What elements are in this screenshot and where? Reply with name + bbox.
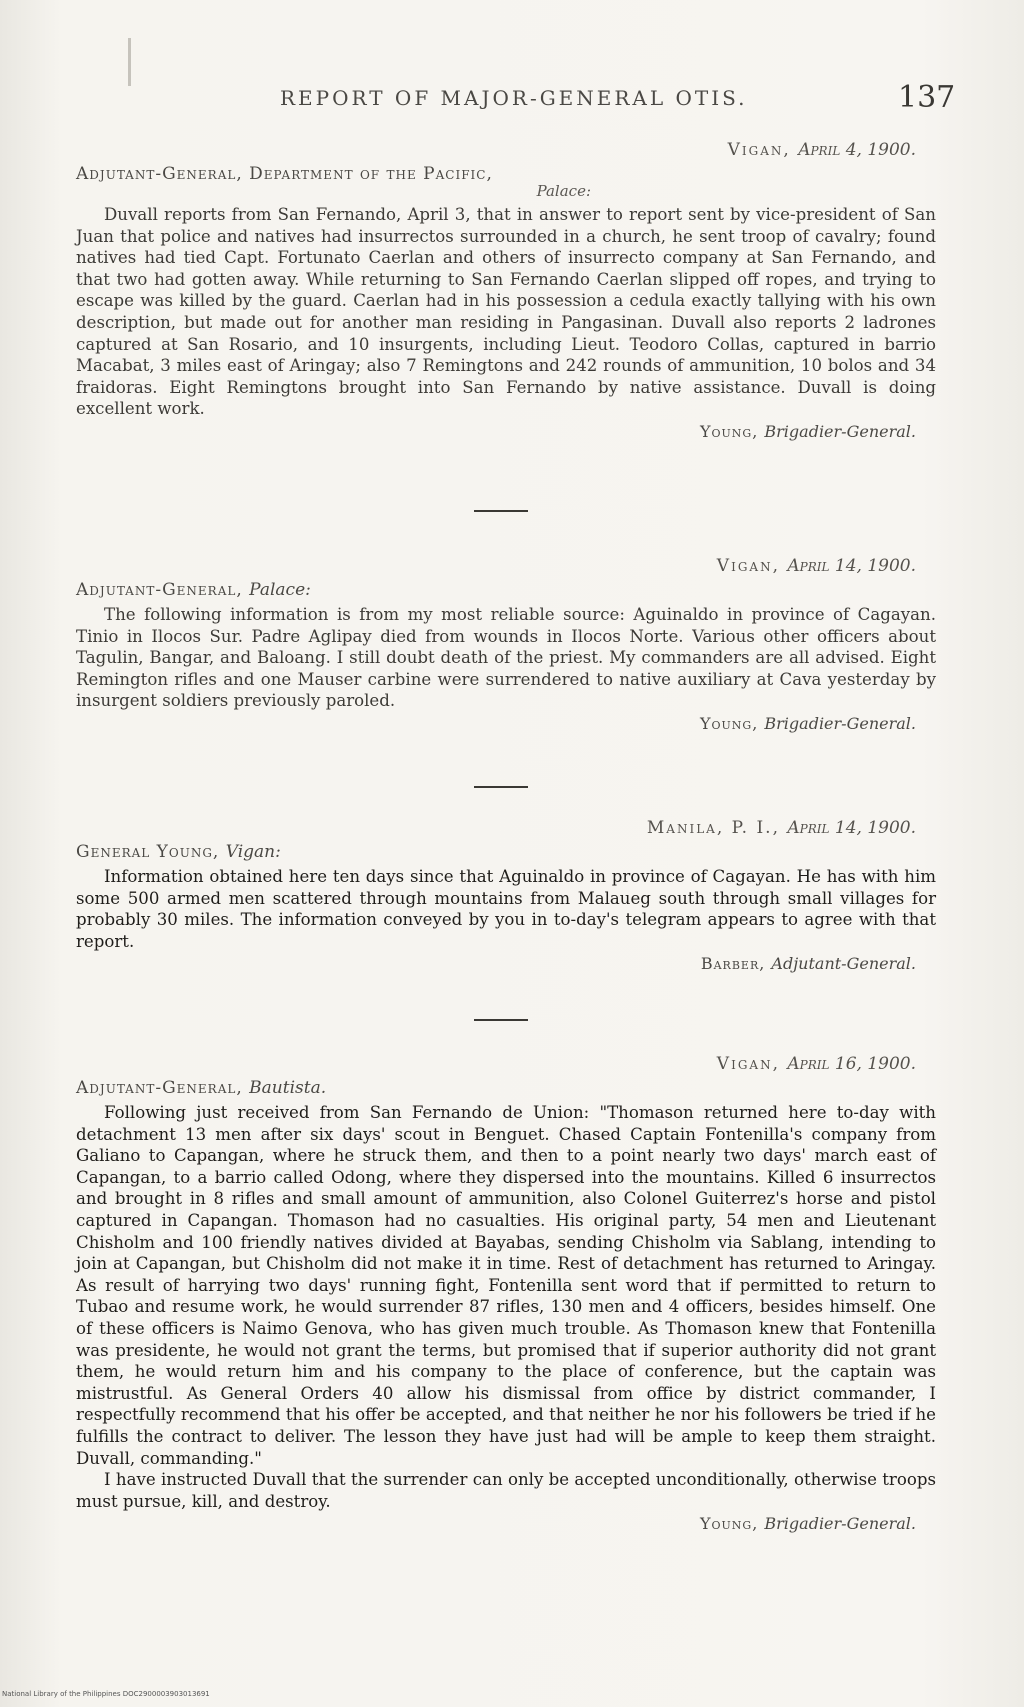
telegram-entry-4 xyxy=(76,1054,936,1533)
divider-rule xyxy=(474,510,528,512)
telegram-entry-1 xyxy=(76,140,936,441)
message-body: The following information is from my most reliable source: Aguinaldo in province of Cagayan. Tinio in Ilocos Sur. Padre Aglipay died from wounds in Ilocos Norte. Various other officers about Tagulin, Bangar, and Baloang. I still doubt death of the priest. My commanders are all advised. Eight Remington rifles and one Mauser carbine were surrendered to native auxiliary at Cava yesterday by insurgent soldiers previously paroled. xyxy=(76,605,936,711)
message-body: I have instructed Duvall that the surrender can only be accepted unconditionally, otherwise troops must pursue, kill, and destroy. xyxy=(76,1470,936,1511)
signature: Young, Brigadier-General. xyxy=(699,713,916,733)
telegram-entry-2 xyxy=(76,556,936,733)
addressee: General Young, Vigan: xyxy=(76,842,281,862)
dateline: Manila, P. I., April 14, 1900. xyxy=(646,818,916,838)
page-number: 137 xyxy=(898,80,956,115)
message-body: Duvall reports from San Fernando, April 3, that in answer to report sent by vice-president of San Juan that police and natives had insurrectos surrounded in a church, he sent troop of cavalry; found natives had tied Capt. Fortunato Caerlan and others of insurrecto company at San Fernando, and that two had gotten away. While returning to San Fernando Caerlan slipped off ropes, and trying to escape was killed by the guard. Caerlan had in his possession a cedula exactly tallying with his own description, but made out for another man residing in Pangasinan. Duvall also reports 2 ladrones captured at San Rosario, and 10 insurgents, including Lieut. Teodoro Collas, captured in barrio Macabat, 3 miles east of Aringay; also 7 Remingtons and 242 rounds of ammunition, 10 bolos and 34 fraidoras. Eight Remingtons brought into San Fernando by native assistance. Duvall is doing excellent work. xyxy=(76,205,936,419)
telegram-entry-3 xyxy=(76,818,936,973)
dateline: Vigan, April 14, 1900. xyxy=(716,556,916,576)
addressee: Adjutant-General, Bautista. xyxy=(76,1078,327,1098)
message-body: Following just received from San Fernando de Union: "Thomason returned here to-day with detachment 13 men after six days' scout in Benguet. Chased Captain Fontenilla's company from Galiano to Capangan, where he struck them, and then to a point nearly two days' march east of Capangan, to a barrio called Odong, where they dispersed into the mountains. Killed 6 insurrectos and brought in 8 rifles and small amount of ammunition, also Colonel Guiterrez's horse and pistol captured in Capangan. Thomason had no casualties. His original party, 54 men and Lieutenant Chisholm and 100 friendly natives divided at Bayabas, sending Chisholm via Sablang, intending to join at Capangan, but Chisholm did not make it in time. Rest of detachment has returned to Aringay. As result of harrying two days' running fight, Fontenilla sent word that if permitted to return to Tubao and resume work, he would surrender 87 rifles, 130 men and 4 officers, besides himself. One of these officers is Naimo Genova, who has given much trouble. As Thomason knew that Fontenilla was presidente, he would not grant the terms, but promised that if superior authority did not grant them, he would return him and his company to the place of conference, but the captain was mistrustful. As General Orders 40 allow his dismissal from office by district commander, I respectfully recommend that his offer be accepted, and that neither he nor his followers be tried if he fulfills the contract to deliver. The lesson they have just had will be ample to keep them straight. Duvall, commanding." xyxy=(76,1103,936,1468)
signature: Barber, Adjutant-General. xyxy=(700,954,916,974)
message-body: Information obtained here ten days since that Aguinaldo in province of Cagayan. He has with him some 500 armed men scattered through mountains from Malaueg south through small villages for probably 30 miles. The information conveyed by you in to-day's telegram appears to agree with that report. xyxy=(76,867,936,951)
scan-mark xyxy=(128,38,131,86)
scan-footer: National Library of the Philippines DOC2900003903013691 xyxy=(2,1690,210,1698)
signature: Young, Brigadier-General. xyxy=(699,421,916,441)
running-header: REPORT OF MAJOR-GENERAL OTIS. xyxy=(280,86,748,110)
addressee: Adjutant-General, Department of the Pacific, xyxy=(76,164,493,184)
divider-rule xyxy=(474,786,528,788)
signature: Young, Brigadier-General. xyxy=(699,1514,916,1534)
addressee-location: Palace: xyxy=(536,182,591,200)
dateline: Vigan, April 16, 1900. xyxy=(716,1054,916,1074)
divider-rule xyxy=(474,1019,528,1021)
dateline: Vigan, April 4, 1900. xyxy=(727,140,916,160)
addressee: Adjutant-General, Palace: xyxy=(76,580,311,600)
